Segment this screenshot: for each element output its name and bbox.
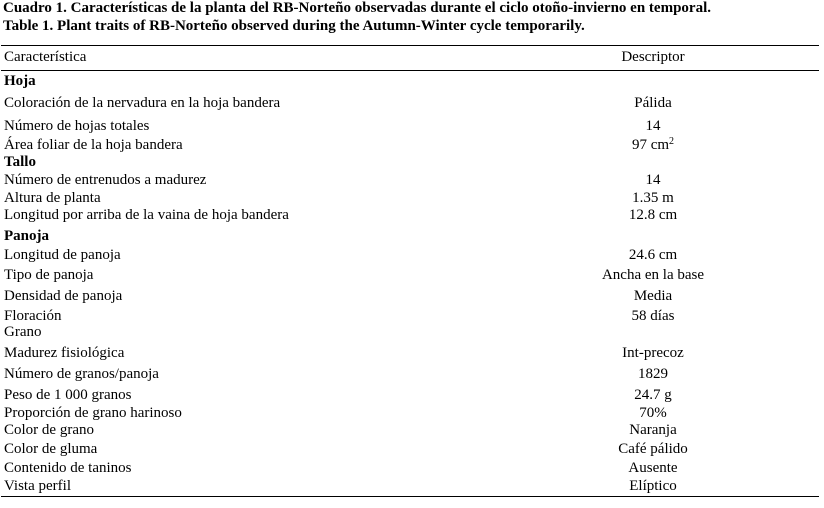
row-label: Color de gluma xyxy=(4,441,98,457)
value-text: 97 cm xyxy=(631,137,670,153)
row-value: 1829 xyxy=(638,366,668,382)
row-label: Proporción de grano harinoso xyxy=(4,405,182,421)
row-label: Altura de planta xyxy=(4,190,101,206)
table-top-rule xyxy=(1,45,819,46)
row-value: Pálida xyxy=(634,95,672,111)
row-label: Número de hojas totales xyxy=(4,118,150,134)
row-value: Media xyxy=(633,288,673,304)
row-value: 14 xyxy=(645,172,661,188)
row-value: Elíptico xyxy=(629,478,677,494)
row-label: Peso de 1 000 granos xyxy=(4,387,132,403)
row-value: 58 días xyxy=(631,308,675,324)
row-label: Longitud por arriba de la vaina de hoja bandera xyxy=(4,207,289,223)
caption-english: Table 1. Plant traits of RB-Norteño observed during the Autumn-Winter cycle temporarily. xyxy=(3,18,585,34)
row-value: Café pálido xyxy=(618,441,688,457)
row-label: Floración xyxy=(4,308,62,324)
row-value: 12.8 cm xyxy=(628,207,678,223)
row-label: Vista perfil xyxy=(4,478,71,494)
row-label: Número de entrenudos a madurez xyxy=(4,172,207,188)
row-label: Tipo de panoja xyxy=(4,267,94,283)
row-value xyxy=(553,137,753,154)
section-tallo: Tallo xyxy=(4,154,36,170)
table-bottom-rule xyxy=(1,496,819,497)
row-value: 24.6 cm xyxy=(628,247,678,263)
row-value: 1.35 m xyxy=(632,190,674,206)
row-label: Contenido de taninos xyxy=(4,460,132,476)
row-value: 14 xyxy=(645,118,661,134)
header-descriptor: Descriptor xyxy=(621,49,685,65)
row-label: Color de grano xyxy=(4,422,94,438)
header-trait: Característica xyxy=(4,49,87,65)
row-value: Int-precoz xyxy=(622,345,684,361)
section-hoja: Hoja xyxy=(4,73,36,89)
row-value: Ausente xyxy=(628,460,678,476)
row-label: Número de granos/panoja xyxy=(4,366,159,382)
value-superscript: 2 xyxy=(669,136,675,147)
row-value: 70% xyxy=(639,405,667,421)
row-label: Coloración de la nervadura en la hoja bandera xyxy=(4,95,281,111)
row-value: Naranja xyxy=(629,422,677,438)
caption-spanish: Cuadro 1. Características de la planta del RB-Norteño observadas durante el ciclo otoño-invierno en temporal. xyxy=(3,0,711,16)
section-panoja: Panoja xyxy=(4,228,49,244)
row-value: Ancha en la base xyxy=(601,267,705,283)
row-value: 24.7 g xyxy=(634,387,672,403)
row-label: Densidad de panoja xyxy=(4,288,123,304)
row-label: Longitud de panoja xyxy=(4,247,121,263)
row-label: Madurez fisiológica xyxy=(4,345,125,361)
row-label: Área foliar de la hoja bandera xyxy=(4,137,183,153)
header-bottom-rule xyxy=(1,70,819,71)
row-label: Grano xyxy=(4,324,42,340)
